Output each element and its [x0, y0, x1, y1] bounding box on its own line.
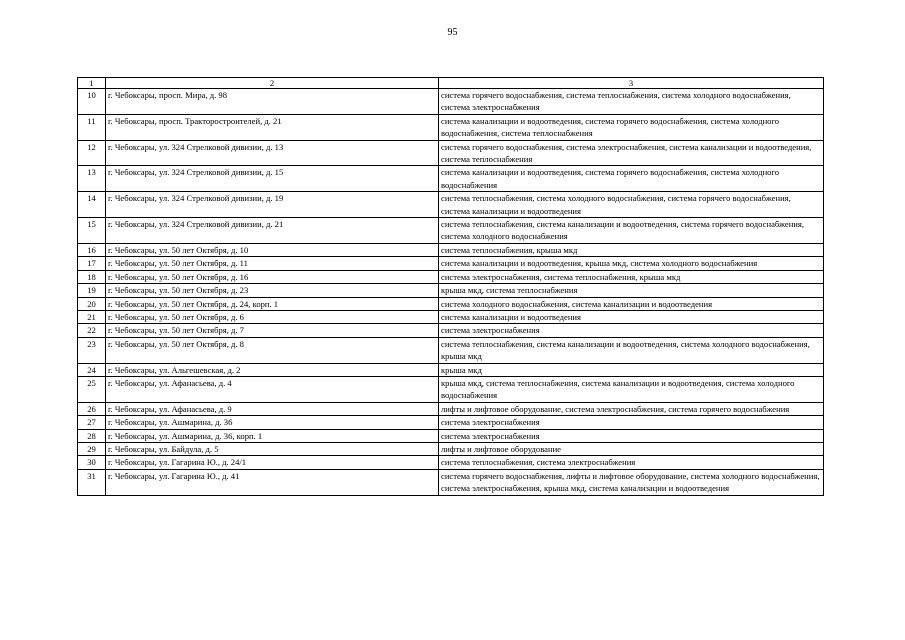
table-row [78, 429, 824, 442]
row-address: г. Чебоксары, просп. Мира, д. 98 [106, 89, 439, 115]
row-works: система электроснабжения, система теплоснабжения, крыша мкд [439, 270, 824, 283]
row-works: крыша мкд, система теплоснабжения [439, 284, 824, 297]
table-row [78, 243, 824, 256]
row-number: 31 [78, 469, 106, 495]
header-col-3: 3 [439, 78, 824, 89]
row-number: 12 [78, 140, 106, 166]
row-number: 14 [78, 192, 106, 218]
table-row [78, 402, 824, 415]
table-row [78, 337, 824, 363]
table-row [78, 376, 824, 402]
row-works: система электроснабжения [439, 324, 824, 337]
row-address: г. Чебоксары, ул. 324 Стрелковой дивизии, д. 19 [106, 192, 439, 218]
row-address: г. Чебоксары, ул. 50 лет Октября, д. 8 [106, 337, 439, 363]
row-works: система электроснабжения [439, 416, 824, 429]
row-number: 19 [78, 284, 106, 297]
row-number: 24 [78, 363, 106, 376]
registry-table [77, 77, 824, 496]
row-address: г. Чебоксары, ул. Байдула, д. 5 [106, 442, 439, 455]
row-number: 25 [78, 376, 106, 402]
row-number: 26 [78, 402, 106, 415]
row-works: крыша мкд [439, 363, 824, 376]
table-row [78, 284, 824, 297]
row-number: 23 [78, 337, 106, 363]
table-row [78, 270, 824, 283]
table-row [78, 324, 824, 337]
table-header [78, 78, 824, 89]
row-works: система канализации и водоотведения, система горячего водоснабжения, система холодного водоснабжения [439, 166, 824, 192]
table-row [78, 442, 824, 455]
table-row [78, 416, 824, 429]
row-works: система теплоснабжения, система канализации и водоотведения, система холодного водоснабжения, крыша мкд [439, 337, 824, 363]
row-number: 13 [78, 166, 106, 192]
row-number: 28 [78, 429, 106, 442]
row-number: 17 [78, 257, 106, 270]
table-row [78, 140, 824, 166]
row-address: г. Чебоксары, ул. 50 лет Октября, д. 24, корп. 1 [106, 297, 439, 310]
row-address: г. Чебоксары, ул. 50 лет Октября, д. 7 [106, 324, 439, 337]
row-address: г. Чебоксары, просп. Тракторостроителей, д. 21 [106, 114, 439, 140]
row-address: г. Чебоксары, ул. 324 Стрелковой дивизии, д. 15 [106, 166, 439, 192]
row-number: 10 [78, 89, 106, 115]
row-works: лифты и лифтовое оборудование [439, 442, 824, 455]
row-works: система холодного водоснабжения, система канализации и водоотведения [439, 297, 824, 310]
row-number: 11 [78, 114, 106, 140]
row-works: система горячего водоснабжения, система электроснабжения, система канализации и водоотведения, система теплоснабжения [439, 140, 824, 166]
row-number: 30 [78, 456, 106, 469]
row-works: система горячего водоснабжения, система теплоснабжения, система холодного водоснабжения, система электроснабжения [439, 89, 824, 115]
header-col-2: 2 [106, 78, 439, 89]
row-address: г. Чебоксары, ул. 50 лет Октября, д. 6 [106, 310, 439, 323]
row-works: система теплоснабжения, система канализации и водоотведения, система горячего водоснабжения, система холодного водоснабжения [439, 218, 824, 244]
table-row [78, 218, 824, 244]
row-address: г. Чебоксары, ул. Ашмарина, д. 36 [106, 416, 439, 429]
row-works: система теплоснабжения, крыша мкд [439, 243, 824, 256]
row-address: г. Чебоксары, ул. Афанасьева, д. 4 [106, 376, 439, 402]
row-works: система электроснабжения [439, 429, 824, 442]
table-row [78, 192, 824, 218]
row-address: г. Чебоксары, ул. Гагарина Ю., д. 24/1 [106, 456, 439, 469]
table-row [78, 257, 824, 270]
table-row [78, 297, 824, 310]
row-number: 16 [78, 243, 106, 256]
row-number: 15 [78, 218, 106, 244]
row-address: г. Чебоксары, ул. Афанасьева, д. 9 [106, 402, 439, 415]
row-address: г. Чебоксары, ул. 50 лет Октября, д. 23 [106, 284, 439, 297]
row-works: система горячего водоснабжения, лифты и лифтовое оборудование, система холодного водоснабжения, система электроснабжения, крыша мкд, система канализации и водоотведения [439, 469, 824, 495]
row-works: система канализации и водоотведения, система горячего водоснабжения, система холодного водоснабжения, система теплоснабжения [439, 114, 824, 140]
header-row [78, 78, 824, 89]
table-body [78, 89, 824, 496]
row-address: г. Чебоксары, ул. Гагарина Ю., д. 41 [106, 469, 439, 495]
row-works: система теплоснабжения, система холодного водоснабжения, система горячего водоснабжения, система канализации и водоотведения [439, 192, 824, 218]
row-address: г. Чебоксары, ул. 324 Стрелковой дивизии, д. 13 [106, 140, 439, 166]
header-col-1: 1 [78, 78, 106, 89]
table-row [78, 363, 824, 376]
row-address: г. Чебоксары, ул. 324 Стрелковой дивизии, д. 21 [106, 218, 439, 244]
table-row [78, 310, 824, 323]
table-row [78, 166, 824, 192]
row-address: г. Чебоксары, ул. Ашмарина, д. 36, корп. 1 [106, 429, 439, 442]
row-address: г. Чебоксары, ул. 50 лет Октября, д. 10 [106, 243, 439, 256]
row-number: 20 [78, 297, 106, 310]
table-row [78, 456, 824, 469]
row-number: 21 [78, 310, 106, 323]
table-row [78, 89, 824, 115]
page-number: 95 [447, 27, 458, 38]
row-works: система канализации и водоотведения, крыша мкд, система холодного водоснабжения [439, 257, 824, 270]
row-works: система теплоснабжения, система электроснабжения [439, 456, 824, 469]
row-works: лифты и лифтовое оборудование, система электроснабжения, система горячего водоснабжения [439, 402, 824, 415]
table-row [78, 469, 824, 495]
row-address: г. Чебоксары, ул. 50 лет Октября, д. 11 [106, 257, 439, 270]
row-address: г. Чебоксары, ул. Альгешевская, д. 2 [106, 363, 439, 376]
row-number: 18 [78, 270, 106, 283]
row-address: г. Чебоксары, ул. 50 лет Октября, д. 16 [106, 270, 439, 283]
row-works: система канализации и водоотведения [439, 310, 824, 323]
row-number: 29 [78, 442, 106, 455]
table-row [78, 114, 824, 140]
row-number: 22 [78, 324, 106, 337]
row-number: 27 [78, 416, 106, 429]
row-works: крыша мкд, система теплоснабжения, система канализации и водоотведения, система холодного водоснабжения [439, 376, 824, 402]
